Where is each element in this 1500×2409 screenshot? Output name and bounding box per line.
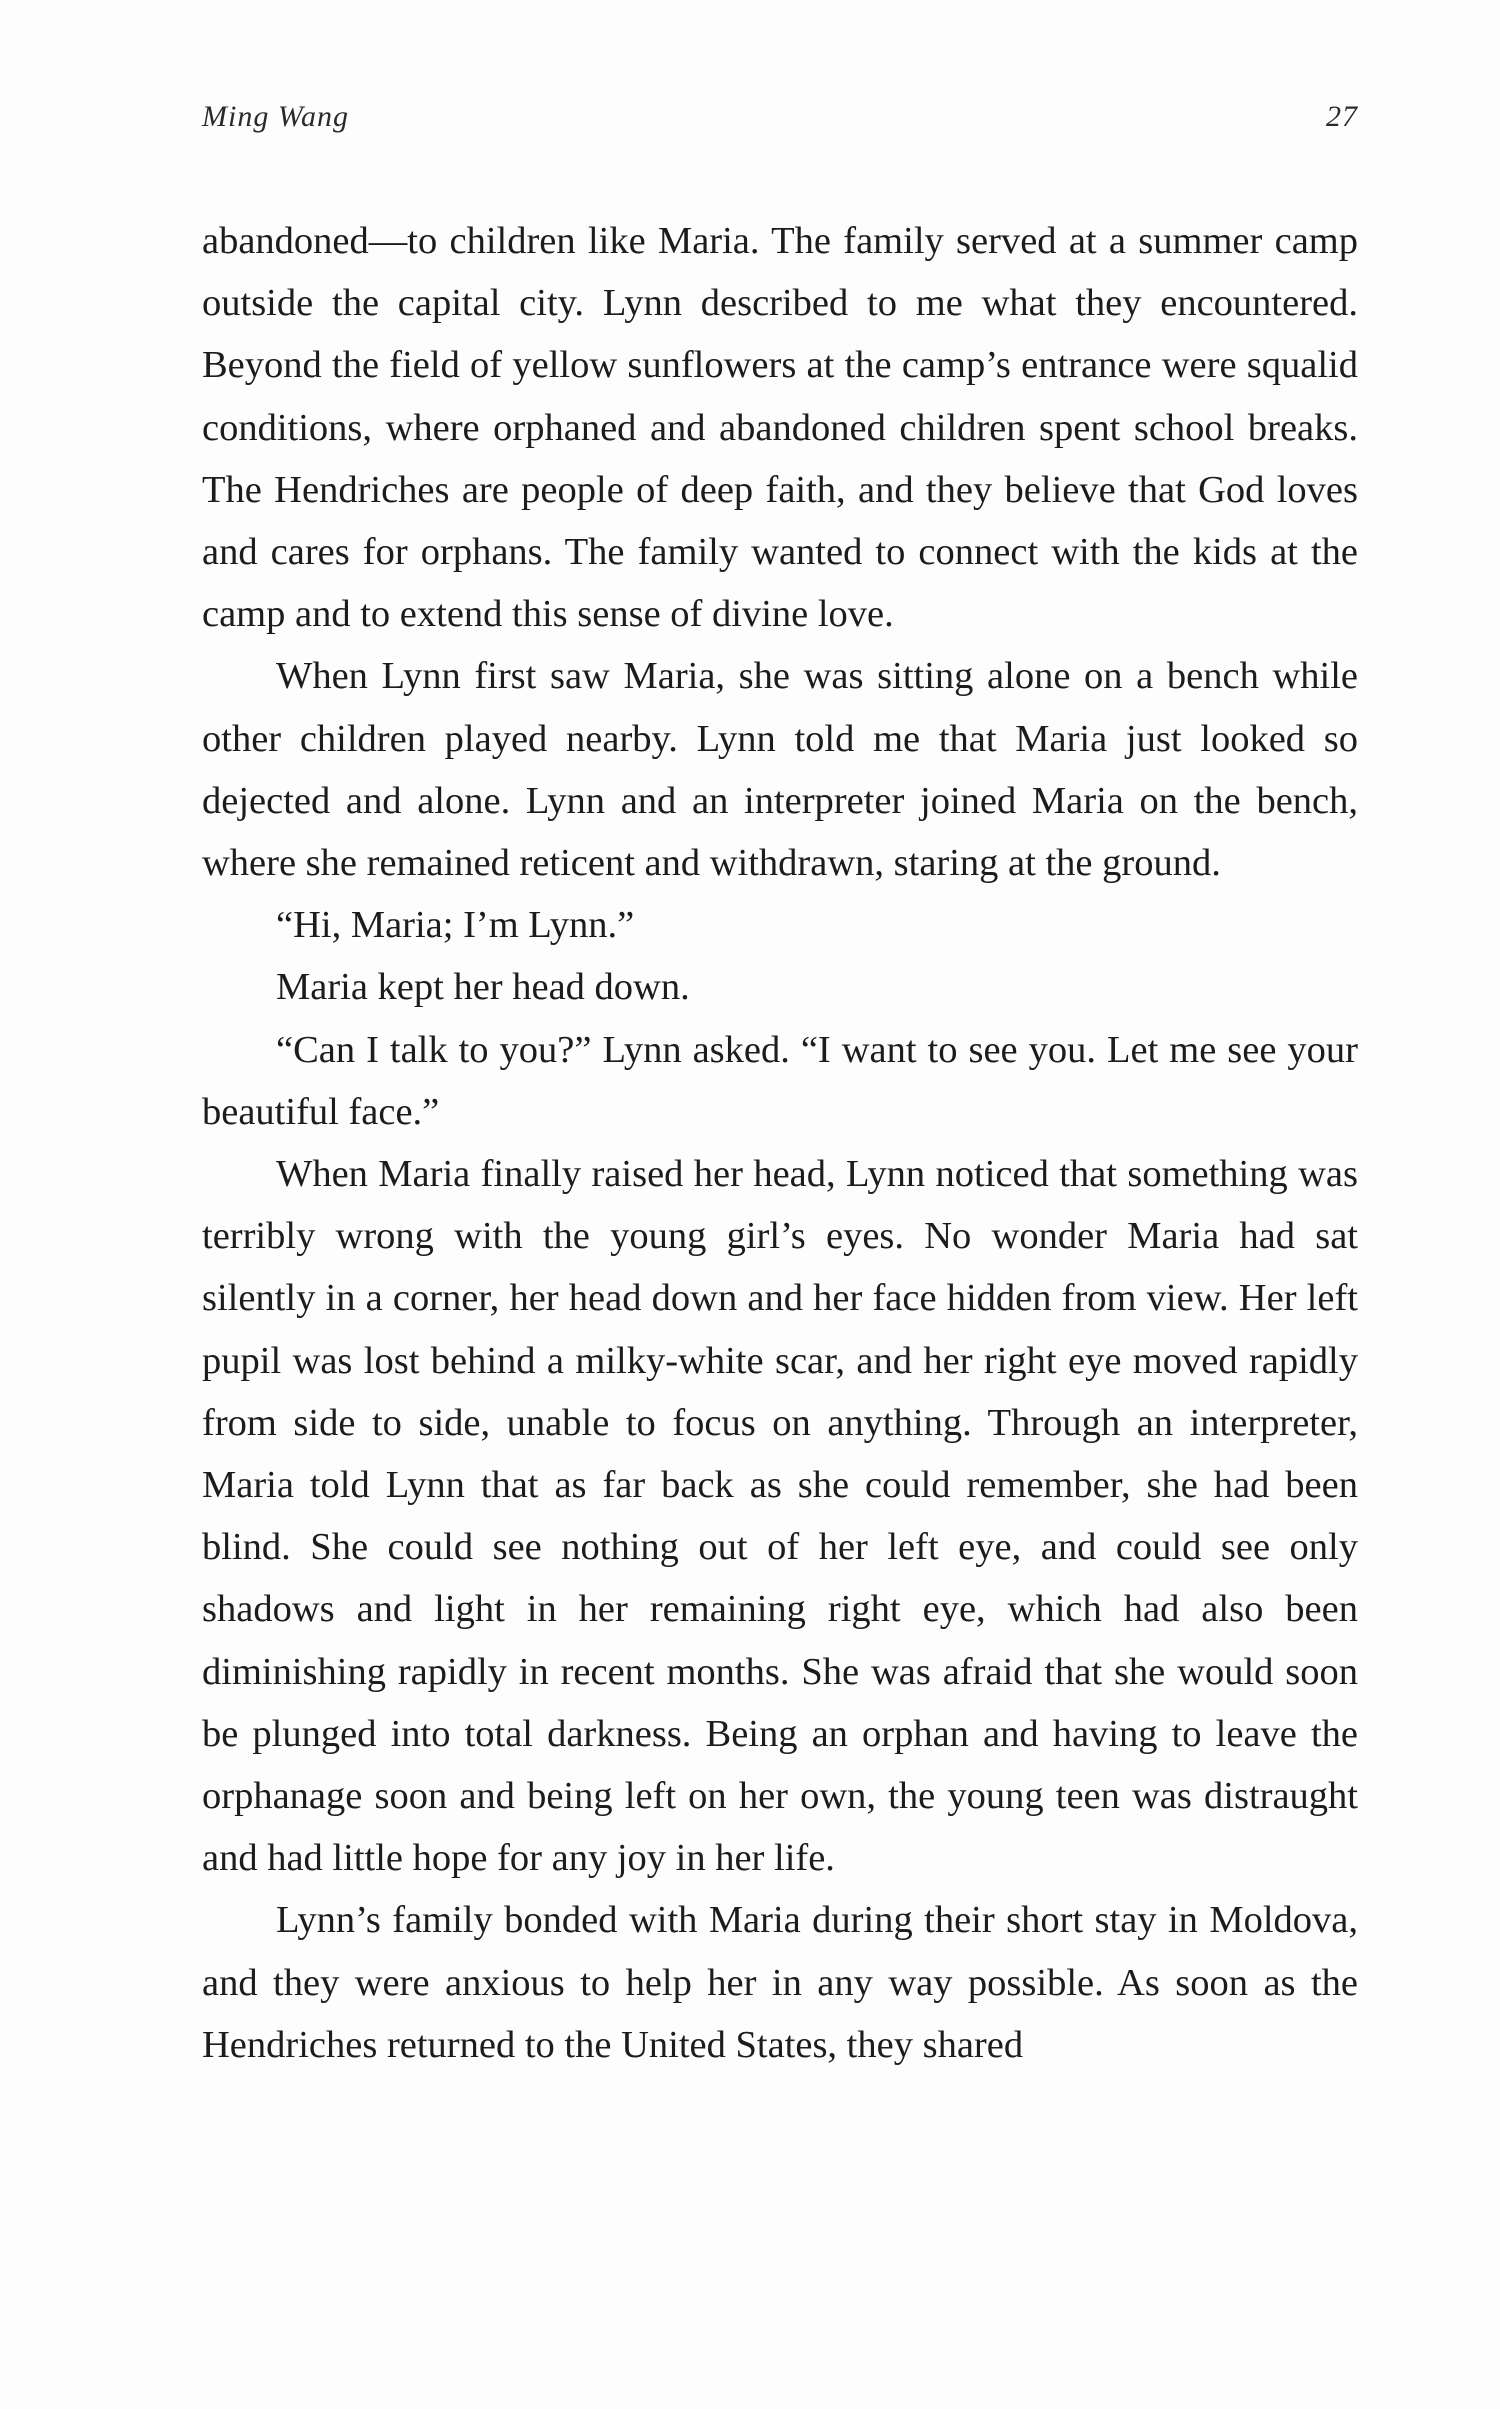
running-head-author: Ming Wang bbox=[202, 100, 350, 133]
dialogue-line: “Can I talk to you?” Lynn asked. “I want to see you. Let me see your beautiful face.” bbox=[202, 1028, 1358, 1133]
running-head bbox=[202, 100, 1358, 140]
paragraph: Maria kept her head down. bbox=[276, 966, 690, 1009]
paragraph: When Maria finally raised her head, Lynn noticed that something was terribly wrong with the young girl’s eyes. No wonder Maria had sat silently in a corner, her head down and her face hidden from view. Her left pupil was lost behind a milky-white scar, and her right eye moved rapidly from side to side, unable to focus on anything. Through an interpreter, Maria told Lynn that as far back as she could remember, she had been blind. She could see nothing out of her left eye, and could see only shadows and light in her remaining right eye, which had also been diminishing rapidly in recent months. She was afraid that she would soon be plunged into total darkness. Being an orphan and having to leave the orphanage soon and being left on her own, the young teen was distraught and had little hope for any joy in her life. bbox=[202, 1153, 1358, 1880]
paragraph: When Lynn first saw Maria, she was sitting alone on a bench while other children played nearby. Lynn told me that Maria just looked so dejected and alone. Lynn and an interpreter joined Maria on the bench, where she remained reticent and withdrawn, staring at the ground. bbox=[202, 655, 1358, 885]
dialogue-line: “Hi, Maria; I’m Lynn.” bbox=[276, 904, 635, 947]
page-number: 27 bbox=[1326, 100, 1358, 133]
body-text bbox=[202, 210, 1358, 2076]
paragraph: Lynn’s family bonded with Maria during their short stay in Moldova, and they were anxious to help her in any way possible. As soon as the Hendriches returned to the United States, they shared bbox=[202, 1899, 1358, 2066]
paragraph-continuation: abandoned—to children like Maria. The family served at a summer camp outside the capital city. Lynn described to me what they encountered. Beyond the field of yellow sunflowers at the camp’s entrance were squalid conditions, where orphaned and abandoned children spent school breaks. The Hendriches are people of deep faith, and they believe that God loves and cares for orphans. The family wanted to connect with the kids at the camp and to extend this sense of divine love. bbox=[202, 220, 1358, 636]
